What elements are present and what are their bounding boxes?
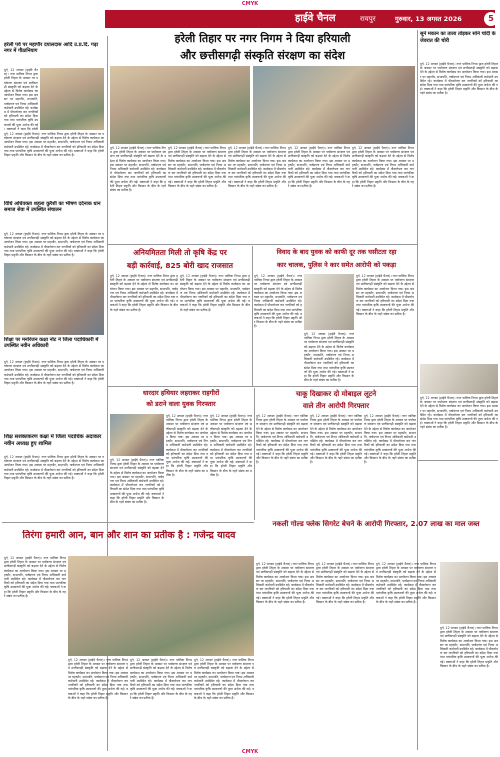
mid-story2-photo (304, 274, 354, 330)
masthead-date: गुरुवार, 13 अगस्त 2026 (395, 15, 462, 23)
lead-text-col3: दुर्ग, 12 अगस्त (हाईवे चैनल)। नगर पालिक निगम द्वारा हरेली तिहार के अवसर पर पर्यावरण संरक्षण एवं छत्तीसगढ़ी संस्कृति को बढ़ावा देने के उद्देश्य से विशेष कार्यक्रम का आयोजन किया गया। इस अवसर पर महापौर, सभापति, पार्षदगण एवं निगम अधिकारी कर्मचारी उपस्थित रहे। कार्यक्रम में पौधारोपण कर नागरिकों को हरियाली का संदेश दिया गया तथा पारंपरिक कृषि उपकरणों की पूजा अर्चना की गई। वक्ताओं ने कहा कि हरेली तिहार प्रकृति और किसान के बीच के गहरे संबंध का प्रतीक है। (228, 146, 286, 188)
mid-story3-photo (110, 414, 164, 456)
cmyk-bottom-tag: CMYK (241, 749, 259, 755)
left-story1-text: दुर्ग, 12 अगस्त (हाईवे चैनल)। नगर पालिक निगम द्वारा हरेली तिहार के अवसर पर पर्यावरण संरक्षण एवं छत्तीसगढ़ी संस्कृति को बढ़ावा देने के उद्देश्य से विशेष कार्यक्रम का आयोजन किया गया। इस अवसर पर महापौर, सभापति, पार्षदगण एवं निगम अधिकारी कर्मचारी उपस्थित रहे। कार्यक्रम में पौधारोपण कर नागरिकों को हरियाली का संदेश दिया गया तथा पारंपरिक कृषि उपकरणों की पूजा अर्चना की गई। वक्ताओं ने कहा कि हरेली (4, 68, 38, 130)
mid-story4-headline-line2: वाले तीन आरोपी गिरफ्तार (302, 402, 370, 410)
bottom-right-text4: दुर्ग, 12 अगस्त (हाईवे चैनल)। नगर पालिक निगम द्वारा हरेली तिहार के अवसर पर पर्यावरण संरक्षण एवं छत्तीसगढ़ी संस्कृति को बढ़ावा देने के उद्देश्य से विशेष कार्यक्रम का आयोजन किया गया। इस अवसर पर महापौर, सभापति, पार्षदगण एवं निगम अधिकारी कर्मचारी उपस्थित रहे। कार्यक्रम में पौधारोपण कर नागरिकों को हरियाली का संदेश दिया गया तथा पारंपरिक कृषि उपकरणों की पूजा अर्चना की गई। वक्ताओं ने कहा कि हरेली तिहार प्रकृति और किसान के बीच के गहरे संबंध का प्रतीक है। (440, 626, 498, 668)
masthead-title: हाईवे चैनल (295, 13, 336, 24)
right-story-photo-1 (420, 364, 498, 394)
left-story1-photo (40, 68, 104, 130)
right-story1-text: दुर्ग, 12 अगस्त (हाईवे चैनल)। नगर पालिक निगम द्वारा हरेली तिहार के अवसर पर पर्यावरण संरक्षण एवं छत्तीसगढ़ी संस्कृति को बढ़ावा देने के उद्देश्य से विशेष कार्यक्रम का आयोजन किया गया। इस अवसर पर महापौर, सभापति, पार्षदगण एवं निगम अधिकारी कर्मचारी उपस्थित रहे। कार्यक्रम में पौधारोपण कर नागरिकों को हरियाली का संदेश दिया गया तथा पारंपरिक कृषि उपकरणों की पूजा अर्चना की गई। वक्ताओं ने कहा कि हरेली तिहार प्रकृति और किसान के बीच के गहरे संबंध का प्रतीक है। (420, 62, 498, 96)
left-story1-headline: हरेली पर्व पर महापौर दयालदास आदि उ.प्र.दि. गढ़ा नगर में गौठानियाग (4, 42, 98, 54)
mid-story2-text1: दुर्ग, 12 अगस्त (हाईवे चैनल)। नगर पालिक निगम द्वारा हरेली तिहार के अवसर पर पर्यावरण संरक्षण एवं छत्तीसगढ़ी संस्कृति को बढ़ावा देने के उद्देश्य से विशेष कार्यक्रम का आयोजन किया गया। इस अवसर पर महापौर, सभापति, पार्षदगण एवं निगम अधिकारी कर्मचारी उपस्थित रहे। कार्यक्रम में पौधारोपण कर नागरिकों को हरियाली का संदेश दिया गया तथा पारंपरिक कृषि उपकरणों की पूजा अर्चना की गई। वक्ताओं ने कहा कि हरेली तिहार प्रकृति और किसान के बीच के गहरे संबंध का प्रतीक है। (254, 274, 302, 329)
bottom-right-text3: दुर्ग, 12 अगस्त (हाईवे चैनल)। नगर पालिक निगम द्वारा हरेली तिहार के अवसर पर पर्यावरण संरक्षण एवं छत्तीसगढ़ी संस्कृति को बढ़ावा देने के उद्देश्य से विशेष कार्यक्रम का आयोजन किया गया। इस अवसर पर महापौर, सभापति, पार्षदगण एवं निगम अधिकारी कर्मचारी उपस्थित रहे। कार्यक्रम में पौधारोपण कर नागरिकों को हरियाली का संदेश दिया गया तथा पारंपरिक कृषि उपकरणों की पूजा अर्चना की गई। वक्ताओं ने कहा कि हरेली तिहार प्रकृति और किसान के बीच के गहरे संबंध का प्रतीक है। (376, 562, 436, 604)
lead-text-col2: दुर्ग, 12 अगस्त (हाईवे चैनल)। नगर पालिक निगम द्वारा हरेली तिहार के अवसर पर पर्यावरण संरक्षण एवं छत्तीसगढ़ी संस्कृति को बढ़ावा देने के उद्देश्य से विशेष कार्यक्रम का आयोजन किया गया। इस अवसर पर महापौर, सभापति, पार्षदगण एवं निगम अधिकारी कर्मचारी उपस्थित रहे। कार्यक्रम में पौधारोपण कर नागरिकों को हरियाली का संदेश दिया गया तथा पारंपरिक कृषि उपकरणों की पूजा अर्चना की गई। वक्ताओं ने कहा कि हरेली तिहार प्रकृति और किसान के बीच के गहरे संबंध का प्रतीक है। (168, 146, 226, 188)
mid-story4-text2: दुर्ग, 12 अगस्त (हाईवे चैनल)। नगर पालिक निगम द्वारा हरेली तिहार के अवसर पर पर्यावरण संरक्षण एवं छत्तीसगढ़ी संस्कृति को बढ़ावा देने के उद्देश्य से विशेष कार्यक्रम का आयोजन किया गया। इस अवसर पर महापौर, सभापति, पार्षदगण एवं निगम अधिकारी कर्मचारी उपस्थित रहे। कार्यक्रम में पौधारोपण कर नागरिकों को हरियाली का संदेश दिया गया तथा पारंपरिक कृषि उपकरणों की पूजा अर्चना की गई। वक्ताओं ने कहा कि हरेली तिहार प्रकृति और किसान के बीच के गहरे संबंध का प्रतीक है। (310, 414, 362, 465)
left-story3-text: दुर्ग, 12 अगस्त (हाईवे चैनल)। नगर पालिक निगम द्वारा हरेली तिहार के अवसर पर पर्यावरण संरक्षण एवं छत्तीसगढ़ी संस्कृति को बढ़ावा देने के उद्देश्य से विशेष कार्यक्रम का आयोजन किया गया। इस अवसर पर महापौर, सभापति, पार्षदगण एवं निगम अधिकारी कर्मचारी उपस्थित रहे। कार्यक्रम में पौधारोपण कर नागरिकों को हरियाली का संदेश दिया गया तथा पारंपरिक कृषि उपकरणों की पूजा अर्चना की गई। वक्ताओं ने कहा कि हरेली तिहार प्रकृति और किसान के बीच के गहरे संबंध का प्रतीक है। (4, 360, 104, 386)
lead-photo-right (253, 66, 415, 144)
mid-story2-headline-line2: कार चालक, पुलिस ने कार समेत आरोपी को पकड़ा (276, 261, 397, 269)
page-number: 5 (484, 12, 498, 26)
mid-story2-headline-line1: विवाद के बाद युवक को काफी दूर तक घसीटता रहा (276, 248, 397, 256)
mid-story4-headline-line1: चाकू दिखाकर दो मोबाइल लूटने (295, 390, 377, 398)
left-story2-headline: विधि अधिवक्ता शहला कुरैशी का भीषण दर्दनाक धान समाज सेवा में उपस्थित संचालन (4, 201, 101, 213)
mid-story4-text3: दुर्ग, 12 अगस्त (हाईवे चैनल)। नगर पालिक निगम द्वारा हरेली तिहार के अवसर पर पर्यावरण संरक्षण एवं छत्तीसगढ़ी संस्कृति को बढ़ावा देने के उद्देश्य से विशेष कार्यक्रम का आयोजन किया गया। इस अवसर पर महापौर, सभापति, पार्षदगण एवं निगम अधिकारी कर्मचारी उपस्थित रहे। कार्यक्रम में पौधारोपण कर नागरिकों को हरियाली का संदेश दिया गया तथा पारंपरिक कृषि उपकरणों की पूजा अर्चना की गई। वक्ताओं ने कहा कि हरेली तिहार प्रकृति और किसान के बीच के गहरे संबंध का प्रतीक है। (364, 414, 416, 465)
bottom-story-text4: दुर्ग, 12 अगस्त (हाईवे चैनल)। नगर पालिक निगम द्वारा हरेली तिहार के अवसर पर पर्यावरण संरक्षण एवं छत्तीसगढ़ी संस्कृति को बढ़ावा देने के उद्देश्य से विशेष कार्यक्रम का आयोजन किया गया। इस अवसर पर महापौर, सभापति, पार्षदगण एवं निगम अधिकारी कर्मचारी उपस्थित रहे। कार्यक्रम में पौधारोपण कर नागरिकों को हरियाली का संदेश दिया गया तथा पारंपरिक कृषि उपकरणों की पूजा अर्चना की गई। वक्ताओं ने कहा कि हरेली तिहार प्रकृति और किसान के बीच के गहरे संबंध का प्रतीक है। (194, 658, 254, 700)
mid-story3-text1: दुर्ग, 12 अगस्त (हाईवे चैनल)। नगर पालिक निगम द्वारा हरेली तिहार के अवसर पर पर्यावरण संरक्षण एवं छत्तीसगढ़ी संस्कृति को बढ़ावा देने के उद्देश्य से विशेष कार्यक्रम का आयोजन किया गया। इस अवसर पर महापौर, सभापति, पार्षदगण एवं निगम अधिकारी कर्मचारी उपस्थित रहे। कार्यक्रम में पौधारोपण कर नागरिकों को हरियाली का संदेश दिया गया तथा पारंपरिक कृषि उपकरणों की पूजा अर्चना की गई। वक्ताओं ने कहा कि हरेली तिहार प्रकृति और किसान के बीच के गहरे संबंध का प्रतीक है। (110, 458, 164, 505)
mid-story3-text2: दुर्ग, 12 अगस्त (हाईवे चैनल)। नगर पालिक निगम द्वारा हरेली तिहार के अवसर पर पर्यावरण संरक्षण एवं छत्तीसगढ़ी संस्कृति को बढ़ावा देने के उद्देश्य से विशेष कार्यक्रम का आयोजन किया गया। इस अवसर पर महापौर, सभापति, पार्षदगण एवं निगम अधिकारी कर्मचारी उपस्थित रहे। कार्यक्रम में पौधारोपण कर नागरिकों को हरियाली का संदेश दिया गया तथा पारंपरिक कृषि उपकरणों की पूजा अर्चना की गई। वक्ताओं ने कहा कि हरेली तिहार प्रकृति और किसान के बीच के गहरे संबंध का प्रतीक है। (166, 414, 208, 477)
cmyk-top-tag: CMYK (241, 1, 259, 7)
masthead-bar (105, 10, 495, 28)
left-story2-text: दुर्ग, 12 अगस्त (हाईवे चैनल)। नगर पालिक निगम द्वारा हरेली तिहार के अवसर पर पर्यावरण संरक्षण एवं छत्तीसगढ़ी संस्कृति को बढ़ावा देने के उद्देश्य से विशेष कार्यक्रम का आयोजन किया गया। इस अवसर पर महापौर, सभापति, पार्षदगण एवं निगम अधिकारी कर्मचारी उपस्थित रहे। कार्यक्रम में पौधारोपण कर नागरिकों को हरियाली का संदेश दिया गया तथा पारंपरिक कृषि उपकरणों की पूजा अर्चना की गई। वक्ताओं ने कहा कि हरेली तिहार प्रकृति और किसान के बीच के गहरे संबंध का प्रतीक है। (4, 232, 104, 258)
lead-text-col5: दुर्ग, 12 अगस्त (हाईवे चैनल)। नगर पालिक निगम द्वारा हरेली तिहार के अवसर पर पर्यावरण संरक्षण एवं छत्तीसगढ़ी संस्कृति को बढ़ावा देने के उद्देश्य से विशेष कार्यक्रम का आयोजन किया गया। इस अवसर पर महापौर, सभापति, पार्षदगण एवं निगम अधिकारी कर्मचारी उपस्थित रहे। कार्यक्रम में पौधारोपण कर नागरिकों को हरियाली का संदेश दिया गया तथा पारंपरिक कृषि उपकरणों की पूजा अर्चना की गई। वक्ताओं ने कहा कि हरेली तिहार प्रकृति और किसान के बीच के गहरे संबंध का प्रतीक है। (352, 146, 414, 188)
mid-story2-text3: दुर्ग, 12 अगस्त (हाईवे चैनल)। नगर पालिक निगम द्वारा हरेली तिहार के अवसर पर पर्यावरण संरक्षण एवं छत्तीसगढ़ी संस्कृति को बढ़ावा देने के उद्देश्य से विशेष कार्यक्रम का आयोजन किया गया। इस अवसर पर महापौर, सभापति, पार्षदगण एवं निगम अधिकारी कर्मचारी उपस्थित रहे। कार्यक्रम में पौधारोपण कर नागरिकों को हरियाली का संदेश दिया गया तथा पारंपरिक कृषि उपकरणों की पूजा अर्चना की गई। वक्ताओं ने कहा कि हरेली तिहार प्रकृति और किसान के बीच के गहरे संबंध का प्रतीक है। (356, 274, 414, 316)
bottom-story-photo (68, 556, 254, 656)
left-story3-headline: शिक्षा पर मनोरंजन कक्षा नोट ने जिला पदाधिकारी में उपस्थित नवीन अधिकारी (4, 337, 99, 349)
bottom-right-text1: दुर्ग, 12 अगस्त (हाईवे चैनल)। नगर पालिक निगम द्वारा हरेली तिहार के अवसर पर पर्यावरण संरक्षण एवं छत्तीसगढ़ी संस्कृति को बढ़ावा देने के उद्देश्य से विशेष कार्यक्रम का आयोजन किया गया। इस अवसर पर महापौर, सभापति, पार्षदगण एवं निगम अधिकारी कर्मचारी उपस्थित रहे। कार्यक्रम में पौधारोपण कर नागरिकों को हरियाली का संदेश दिया गया तथा पारंपरिक कृषि उपकरणों की पूजा अर्चना की गई। वक्ताओं ने कहा कि हरेली तिहार प्रकृति और किसान के बीच के गहरे संबंध का प्रतीक है। (256, 562, 314, 604)
right-story2-photo (440, 562, 498, 624)
mid-story4-text1: दुर्ग, 12 अगस्त (हाईवे चैनल)। नगर पालिक निगम द्वारा हरेली तिहार के अवसर पर पर्यावरण संरक्षण एवं छत्तीसगढ़ी संस्कृति को बढ़ावा देने के उद्देश्य से विशेष कार्यक्रम का आयोजन किया गया। इस अवसर पर महापौर, सभापति, पार्षदगण एवं निगम अधिकारी कर्मचारी उपस्थित रहे। कार्यक्रम में पौधारोपण कर नागरिकों को हरियाली का संदेश दिया गया तथा पारंपरिक कृषि उपकरणों की पूजा अर्चना की गई। वक्ताओं ने कहा कि हरेली तिहार प्रकृति और किसान के बीच के गहरे संबंध का प्रतीक है। (256, 414, 308, 465)
right-story2-headline: नकली गोल्ड फ्लेक सिगरेट बेचने के आरोपी गिरफ्तार, 2.07 लाख का माल जब्त (272, 520, 480, 528)
mid-story2-text2: दुर्ग, 12 अगस्त (हाईवे चैनल)। नगर पालिक निगम द्वारा हरेली तिहार के अवसर पर पर्यावरण संरक्षण एवं छत्तीसगढ़ी संस्कृति को बढ़ावा देने के उद्देश्य से विशेष कार्यक्रम का आयोजन किया गया। इस अवसर पर महापौर, सभापति, पार्षदगण एवं निगम अधिकारी कर्मचारी उपस्थित रहे। कार्यक्रम में पौधारोपण कर नागरिकों को हरियाली का संदेश दिया गया तथा पारंपरिक कृषि उपकरणों की पूजा अर्चना की गई। वक्ताओं ने कहा कि हरेली तिहार प्रकृति और किसान के बीच के गहरे संबंध का प्रतीक है। (304, 332, 354, 383)
bottom-story-text2: दुर्ग, 12 अगस्त (हाईवे चैनल)। नगर पालिक निगम द्वारा हरेली तिहार के अवसर पर पर्यावरण संरक्षण एवं छत्तीसगढ़ी संस्कृति को बढ़ावा देने के उद्देश्य से विशेष कार्यक्रम का आयोजन किया गया। इस अवसर पर महापौर, सभापति, पार्षदगण एवं निगम अधिकारी कर्मचारी उपस्थित रहे। कार्यक्रम में पौधारोपण कर नागरिकों को हरियाली का संदेश दिया गया तथा पारंपरिक कृषि उपकरणों की पूजा अर्चना की गई। वक्ताओं ने कहा कि हरेली तिहार प्रकृति और किसान के बीच के गहरे संबंध का प्रतीक है। (68, 658, 128, 700)
right-story1-text2: दुर्ग, 12 अगस्त (हाईवे चैनल)। नगर पालिक निगम द्वारा हरेली तिहार के अवसर पर पर्यावरण संरक्षण एवं छत्तीसगढ़ी संस्कृति को बढ़ावा देने के उद्देश्य से विशेष कार्यक्रम का आयोजन किया गया। इस अवसर पर महापौर, सभापति, पार्षदगण एवं निगम अधिकारी कर्मचारी उपस्थित रहे। कार्यक्रम में पौधारोपण कर नागरिकों को हरियाली का संदेश दिया गया तथा पारंपरिक कृषि उपकरणों की पूजा अर्चना की गई। वक्ताओं ने कहा कि हरेली तिहार प्रकृति और किसान के बीच के गहरे संबंध का प्रतीक है। (420, 396, 498, 430)
lead-headline-line2: और छत्तीसगढ़ी संस्कृति संरक्षण का संदेश (180, 49, 345, 62)
lead-text-col4: दुर्ग, 12 अगस्त (हाईवे चैनल)। नगर पालिक निगम द्वारा हरेली तिहार के अवसर पर पर्यावरण संरक्षण एवं छत्तीसगढ़ी संस्कृति को बढ़ावा देने के उद्देश्य से विशेष कार्यक्रम का आयोजन किया गया। इस अवसर पर महापौर, सभापति, पार्षदगण एवं निगम अधिकारी कर्मचारी उपस्थित रहे। कार्यक्रम में पौधारोपण कर नागरिकों को हरियाली का संदेश दिया गया तथा पारंपरिक कृषि उपकरणों की पूजा अर्चना की गई। वक्ताओं ने कहा कि हरेली तिहार प्रकृति और किसान के बीच के गहरे संबंध का प्रतीक है। (288, 146, 350, 188)
right-story1-headline: सूने मकान का ताला तोड़कर सोने चांदी के जेवरात की चोरी (420, 31, 496, 44)
lead-headline-line1: हरेली तिहार पर नगर निगम ने दिया हरियाली (174, 32, 351, 45)
lead-text-col1: दुर्ग, 12 अगस्त (हाईवे चैनल)। नगर पालिक निगम द्वारा हरेली तिहार के अवसर पर पर्यावरण संरक्षण एवं छत्तीसगढ़ी संस्कृति को बढ़ावा देने के उद्देश्य से विशेष कार्यक्रम का आयोजन किया गया। इस अवसर पर महापौर, सभापति, पार्षदगण एवं निगम अधिकारी कर्मचारी उपस्थित रहे। कार्यक्रम में पौधारोपण कर नागरिकों को हरियाली का संदेश दिया गया तथा पारंपरिक कृषि उपकरणों की पूजा अर्चना की गई। वक्ताओं ने कहा कि हरेली तिहार प्रकृति और किसान के बीच के गहरे संबंध का प्रतीक है। (110, 146, 166, 193)
mid-story3-text3: दुर्ग, 12 अगस्त (हाईवे चैनल)। नगर पालिक निगम द्वारा हरेली तिहार के अवसर पर पर्यावरण संरक्षण एवं छत्तीसगढ़ी संस्कृति को बढ़ावा देने के उद्देश्य से विशेष कार्यक्रम का आयोजन किया गया। इस अवसर पर महापौर, सभापति, पार्षदगण एवं निगम अधिकारी कर्मचारी उपस्थित रहे। कार्यक्रम में पौधारोपण कर नागरिकों को हरियाली का संदेश दिया गया तथा पारंपरिक कृषि उपकरणों की पूजा अर्चना की गई। वक्ताओं ने कहा कि हरेली तिहार प्रकृति और किसान के बीच के गहरे संबंध का प्रतीक है। (210, 414, 252, 477)
left-story2-photo (4, 263, 104, 335)
left-story1-text2: दुर्ग, 12 अगस्त (हाईवे चैनल)। नगर पालिक निगम द्वारा हरेली तिहार के अवसर पर पर्यावरण संरक्षण एवं छत्तीसगढ़ी संस्कृति को बढ़ावा देने के उद्देश्य से विशेष कार्यक्रम का आयोजन किया गया। इस अवसर पर महापौर, सभापति, पार्षदगण एवं निगम अधिकारी कर्मचारी उपस्थित रहे। कार्यक्रम में पौधारोपण कर नागरिकों को हरियाली का संदेश दिया गया तथा पारंपरिक कृषि उपकरणों की पूजा अर्चना की गई। वक्ताओं ने कहा कि हरेली तिहार प्रकृति और किसान के बीच के गहरे संबंध का प्रतीक है। (4, 132, 104, 158)
mid-story3-headline-line2: को डराने वाला युवक गिरफ्तार (146, 400, 216, 408)
mid-story1-text1: दुर्ग, 12 अगस्त (हाईवे चैनल)। नगर पालिक निगम द्वारा हरेली तिहार के अवसर पर पर्यावरण संरक्षण एवं छत्तीसगढ़ी संस्कृति को बढ़ावा देने के उद्देश्य से विशेष कार्यक्रम का आयोजन किया गया। इस अवसर पर महापौर, सभापति, पार्षदगण एवं निगम अधिकारी कर्मचारी उपस्थित रहे। कार्यक्रम में पौधारोपण कर नागरिकों को हरियाली का संदेश दिया गया तथा पारंपरिक कृषि उपकरणों की पूजा अर्चना की गई। वक्ताओं ने कहा कि हरेली तिहार प्रकृति और किसान के बीच के गहरे संबंध का प्रतीक है। (110, 274, 178, 312)
masthead-city: रायपुर (360, 15, 376, 23)
bottom-story-text3: दुर्ग, 12 अगस्त (हाईवे चैनल)। नगर पालिक निगम द्वारा हरेली तिहार के अवसर पर पर्यावरण संरक्षण एवं छत्तीसगढ़ी संस्कृति को बढ़ावा देने के उद्देश्य से विशेष कार्यक्रम का आयोजन किया गया। इस अवसर पर महापौर, सभापति, पार्षदगण एवं निगम अधिकारी कर्मचारी उपस्थित रहे। कार्यक्रम में पौधारोपण कर नागरिकों को हरियाली का संदेश दिया गया तथा पारंपरिक कृषि उपकरणों की पूजा अर्चना की गई। वक्ताओं ने कहा कि हरेली तिहार प्रकृति और किसान के बीच के गहरे संबंध का प्रतीक है। (130, 658, 192, 700)
bottom-story-headline: तिरंगा हमारी आन, बान और शान का प्रतीक है : गजेन्द्र यादव (22, 530, 236, 541)
mid-story1-headline-line2: बड़ी कार्रवाई, 825 बोरी खाद राजसात (127, 261, 233, 270)
lead-photo-left (110, 66, 250, 144)
bottom-story-text1: दुर्ग, 12 अगस्त (हाईवे चैनल)। नगर पालिक निगम द्वारा हरेली तिहार के अवसर पर पर्यावरण संरक्षण एवं छत्तीसगढ़ी संस्कृति को बढ़ावा देने के उद्देश्य से विशेष कार्यक्रम का आयोजन किया गया। इस अवसर पर महापौर, सभापति, पार्षदगण एवं निगम अधिकारी कर्मचारी उपस्थित रहे। कार्यक्रम में पौधारोपण कर नागरिकों को हरियाली का संदेश दिया गया तथा पारंपरिक कृषि उपकरणों की पूजा अर्चना की गई। वक्ताओं ने कहा कि हरेली तिहार प्रकृति और किसान के बीच के गहरे संबंध का प्रतीक है। (4, 556, 66, 598)
mid-story1-text2: दुर्ग, 12 अगस्त (हाईवे चैनल)। नगर पालिक निगम द्वारा हरेली तिहार के अवसर पर पर्यावरण संरक्षण एवं छत्तीसगढ़ी संस्कृति को बढ़ावा देने के उद्देश्य से विशेष कार्यक्रम का आयोजन किया गया। इस अवसर पर महापौर, सभापति, पार्षदगण एवं निगम अधिकारी कर्मचारी उपस्थित रहे। कार्यक्रम में पौधारोपण कर नागरिकों को हरियाली का संदेश दिया गया तथा पारंपरिक कृषि उपकरणों की पूजा अर्चना की गई। वक्ताओं ने कहा कि हरेली तिहार प्रकृति और किसान के बीच के गहरे संबंध का प्रतीक है। (180, 274, 250, 312)
left-story4-headline: शिक्ष सशक्तकरण कक्षा में जिला पदाधिक अदाकार नवीन अध्यक्ष हुए शामिल (4, 434, 102, 447)
left-story4-text: दुर्ग, 12 अगस्त (हाईवे चैनल)। नगर पालिक निगम द्वारा हरेली तिहार के अवसर पर पर्यावरण संरक्षण एवं छत्तीसगढ़ी संस्कृति को बढ़ावा देने के उद्देश्य से विशेष कार्यक्रम का आयोजन किया गया। इस अवसर पर महापौर, सभापति, पार्षदगण एवं निगम अधिकारी कर्मचारी उपस्थित रहे। कार्यक्रम में पौधारोपण कर नागरिकों को हरियाली का संदेश दिया गया तथा पारंपरिक कृषि उपकरणों की पूजा अर्चना की गई। वक्ताओं ने कहा कि हरेली तिहार प्रकृति और किसान के बीच के गहरे संबंध का प्रतीक है। (4, 455, 104, 481)
mid-story1-headline-line1: अनियमितता मिली तो कृषि केंद्र पर (133, 248, 227, 257)
mid-story3-headline-line1: धारदार हथियार लहराकर राहगीरों (142, 389, 220, 397)
bottom-right-text2: दुर्ग, 12 अगस्त (हाईवे चैनल)। नगर पालिक निगम द्वारा हरेली तिहार के अवसर पर पर्यावरण संरक्षण एवं छत्तीसगढ़ी संस्कृति को बढ़ावा देने के उद्देश्य से विशेष कार्यक्रम का आयोजन किया गया। इस अवसर पर महापौर, सभापति, पार्षदगण एवं निगम अधिकारी कर्मचारी उपस्थित रहे। कार्यक्रम में पौधारोपण कर नागरिकों को हरियाली का संदेश दिया गया तथा पारंपरिक कृषि उपकरणों की पूजा अर्चना की गई। वक्ताओं ने कहा कि हरेली तिहार प्रकृति और किसान के बीच के गहरे संबंध का प्रतीक है। (316, 562, 374, 604)
